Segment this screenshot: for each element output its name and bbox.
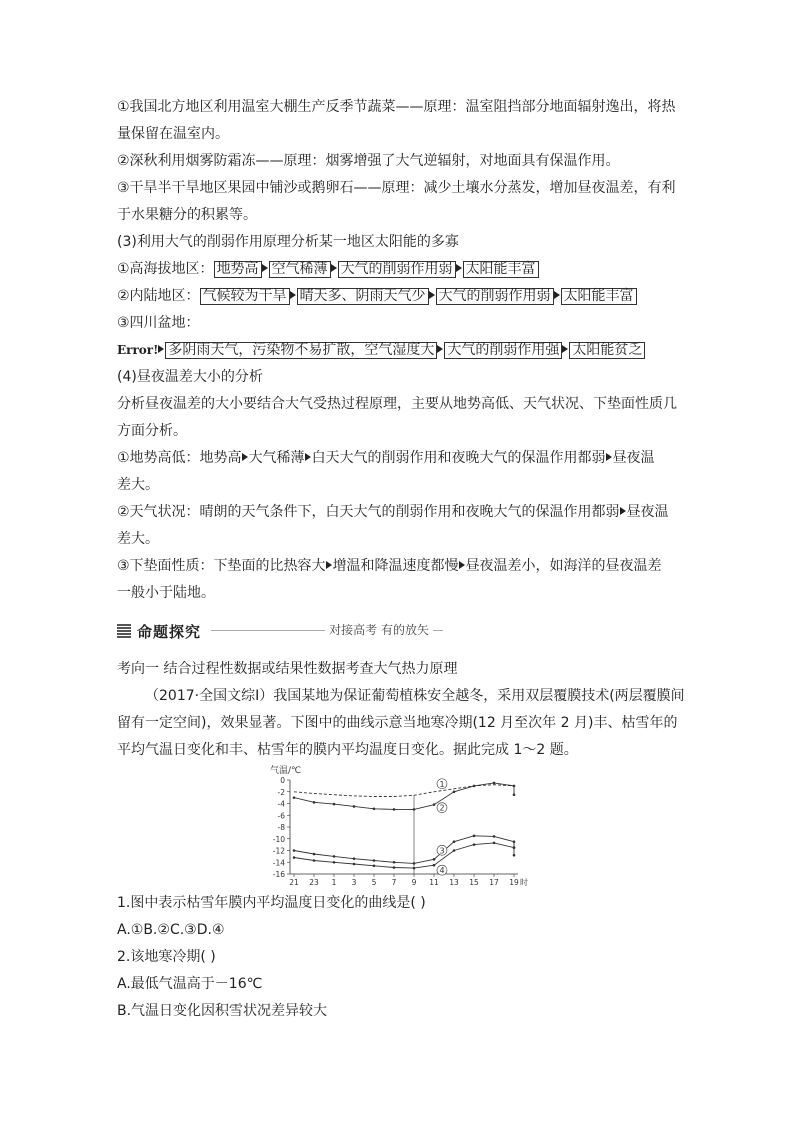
text-span: 大气稀薄 [248,450,305,466]
y-tick-label: -12 [272,846,285,856]
x-axis-label: 时 [520,878,528,887]
text-line: (3)利用大气的削弱作用原理分析某一地区太阳能的多寡 [117,234,459,250]
data-point [353,863,356,866]
text-line: 于水果糖分的积累等。 [117,207,257,223]
data-point [513,785,516,788]
text-line [117,502,669,522]
flow-box: 气候较为干旱 [200,288,290,305]
error-marker: Error! [117,343,159,357]
data-point [513,846,516,849]
text-span: ①地势高低：地势高 [117,450,242,466]
arrow-icon [437,345,443,353]
x-tick-label: 11 [429,878,439,887]
data-point [293,849,296,852]
series-line-1 [294,785,514,797]
y-axis-label: 气温/℃ [270,766,302,776]
x-tick-label: 13 [449,878,459,887]
flow-box: 地势高 [214,261,262,278]
data-point [413,808,416,811]
question-1-options: A.①B.②C.③D.④ [117,922,225,938]
question-2-option-b: B.气温日变化因积雪状况差异较大 [117,1003,328,1019]
data-point [433,864,436,867]
question-1: 1.图中表示枯雪年膜内平均温度日变化的曲线是( ) [117,895,426,911]
x-tick-label: 15 [469,878,479,887]
text-line: ②深秋利用烟雾防霜冻——原理：烟雾增强了大气逆辐射，对地面具有保温作用。 [117,153,620,169]
data-point [373,859,376,862]
arrow-icon [456,264,462,272]
text-line: (4)昼夜温差大小的分析 [117,369,263,385]
data-point [493,782,496,785]
flow-label: ①高海拔地区： [117,261,214,277]
data-point [353,805,356,808]
data-point [513,793,516,796]
data-point [433,803,436,806]
x-tick-label: 19 [509,878,519,887]
data-point [313,853,316,856]
data-point [313,801,316,804]
x-tick-label: 23 [309,878,319,887]
data-point [393,808,396,811]
data-point [333,855,336,858]
question-heading: 考向一 结合过程性数据或结果性数据考查大气热力原理 [117,661,458,677]
temperature-chart [260,762,530,888]
series-label: 3 [439,846,445,856]
data-point [473,843,476,846]
question-text: 平均气温日变化和丰、枯雪年的膜内平均温度日变化。据此完成 1～2 题。 [117,742,578,758]
x-tick-label: 7 [391,878,397,887]
y-tick-label: 0 [280,776,285,785]
data-point [513,840,516,843]
text-line: 方面分析。 [117,423,187,439]
x-tick-label: 17 [489,878,499,887]
x-tick-label: 3 [351,878,357,887]
data-point [473,835,476,838]
text-line: 量保留在温室内。 [117,126,229,142]
arrow-icon [331,264,337,272]
text-span: 昼夜温 [626,504,669,520]
text-span: 白天大气的削弱作用和夜晚大气的保温作用都弱 [311,450,606,466]
y-tick-label: -10 [272,834,285,844]
arrow-icon [158,345,164,353]
text-span: 昼夜温 [612,450,655,466]
section-subtitle: 对接高考 有的放矢 [325,621,433,638]
flow-box: 多阴雨天气，污染物不易扩散，空气湿度大 [165,342,437,359]
data-point [413,867,416,870]
y-tick-label: -14 [272,858,285,868]
arrow-icon [262,264,268,272]
text-span: 昼夜温差小，如海洋的昼夜温差 [465,558,662,574]
chart-axes [273,776,528,887]
arrow-icon [554,291,560,299]
text-line: 差大。 [117,477,159,493]
flow-box: 大气的削弱作用强 [444,342,562,359]
y-tick-label: -2 [277,787,285,797]
x-tick-label: 21 [289,878,299,887]
flow-high-altitude [117,259,539,279]
data-point [493,842,496,845]
flow-box: 晴天多、阴雨天气少 [297,288,429,305]
data-point [413,862,416,865]
data-point [513,854,516,857]
arrow-icon [562,345,568,353]
question-2: 2.该地寒冷期( ) [117,949,216,965]
y-tick-label: -4 [277,799,285,809]
flow-box: 太阳能丰富 [561,288,637,305]
arrow-icon [429,291,435,299]
question-text: （2017·全国文综Ⅰ）我国某地为保证葡萄植株安全越冬，采用双层覆膜技术(两层覆膜间 [145,688,685,704]
text-line: ③四川盆地： [117,315,200,331]
text-span: ③下垫面性质：下垫面的比热容大 [117,558,326,574]
data-point [333,803,336,806]
section-title: 命题探究 [137,623,202,641]
data-point [393,866,396,869]
series-label: 1 [439,779,445,789]
arrow-icon [305,453,311,461]
arrow-icon [620,507,626,515]
section-header [117,621,443,641]
flow-box: 太阳能贫乏 [569,342,645,359]
text-span: 增温和降温速度都慢 [332,558,459,574]
arrow-icon [459,561,465,569]
data-point [433,858,436,861]
flow-box: 大气的削弱作用弱 [338,261,456,278]
data-point [493,835,496,838]
x-tick-label: 5 [371,878,377,887]
text-line: 差大。 [117,531,159,547]
flow-inland [117,286,637,306]
text-line: ①我国北方地区利用温室大棚生产反季节蔬菜——原理：温室阻挡部分地面辐射逸出，将热 [117,99,676,115]
text-span: ②天气状况：晴朗的天气条件下，白天大气的削弱作用和夜晚大气的保温作用都弱 [117,504,620,520]
text-line [117,556,662,576]
flow-label: ②内陆地区： [117,288,200,304]
arrow-icon [290,291,296,299]
series-label: 4 [439,866,445,876]
data-point [353,857,356,860]
grid-icon [117,624,131,638]
series-label: 2 [439,803,445,813]
text-line [117,448,655,468]
data-point [293,796,296,799]
question-text: 留有一定空间)，效果显著。下图中的曲线示意当地寒冷期(12 月至次年 2 月)丰、枯雪年的 [117,715,678,731]
data-point [453,849,456,852]
y-tick-label: -8 [277,823,285,832]
y-tick-label: -16 [272,870,285,879]
series-line-3 [294,836,514,864]
data-point [453,840,456,843]
flow-box: 空气稀薄 [269,261,331,278]
question-2-option-a: A.最低气温高于－16℃ [117,976,263,992]
data-point [393,861,396,864]
text-line: 一般小于陆地。 [117,585,215,601]
flow-box: 大气的削弱作用弱 [436,288,554,305]
text-line: ③干旱半干旱地区果园中铺沙或鹅卵石——原理：减少土壤水分蒸发，增加昼夜温差，有利 [117,180,676,196]
data-point [293,856,296,859]
flow-box: 太阳能丰富 [463,261,539,278]
data-point [473,785,476,788]
arrow-icon [326,561,332,569]
data-point [373,807,376,810]
flow-sichuan [117,340,645,360]
data-point [313,859,316,862]
data-point [453,790,456,793]
arrow-icon [606,453,612,461]
y-tick-label: -6 [277,811,285,821]
x-tick-label: 9 [411,878,417,887]
data-point [373,864,376,867]
arrow-icon [242,453,248,461]
chart-marks [293,779,516,875]
text-line: 分析昼夜温差的大小要结合大气受热过程原理，主要从地势高低、天气状况、下垫面性质几 [117,396,677,412]
x-tick-label: 1 [331,878,337,887]
data-point [333,861,336,864]
